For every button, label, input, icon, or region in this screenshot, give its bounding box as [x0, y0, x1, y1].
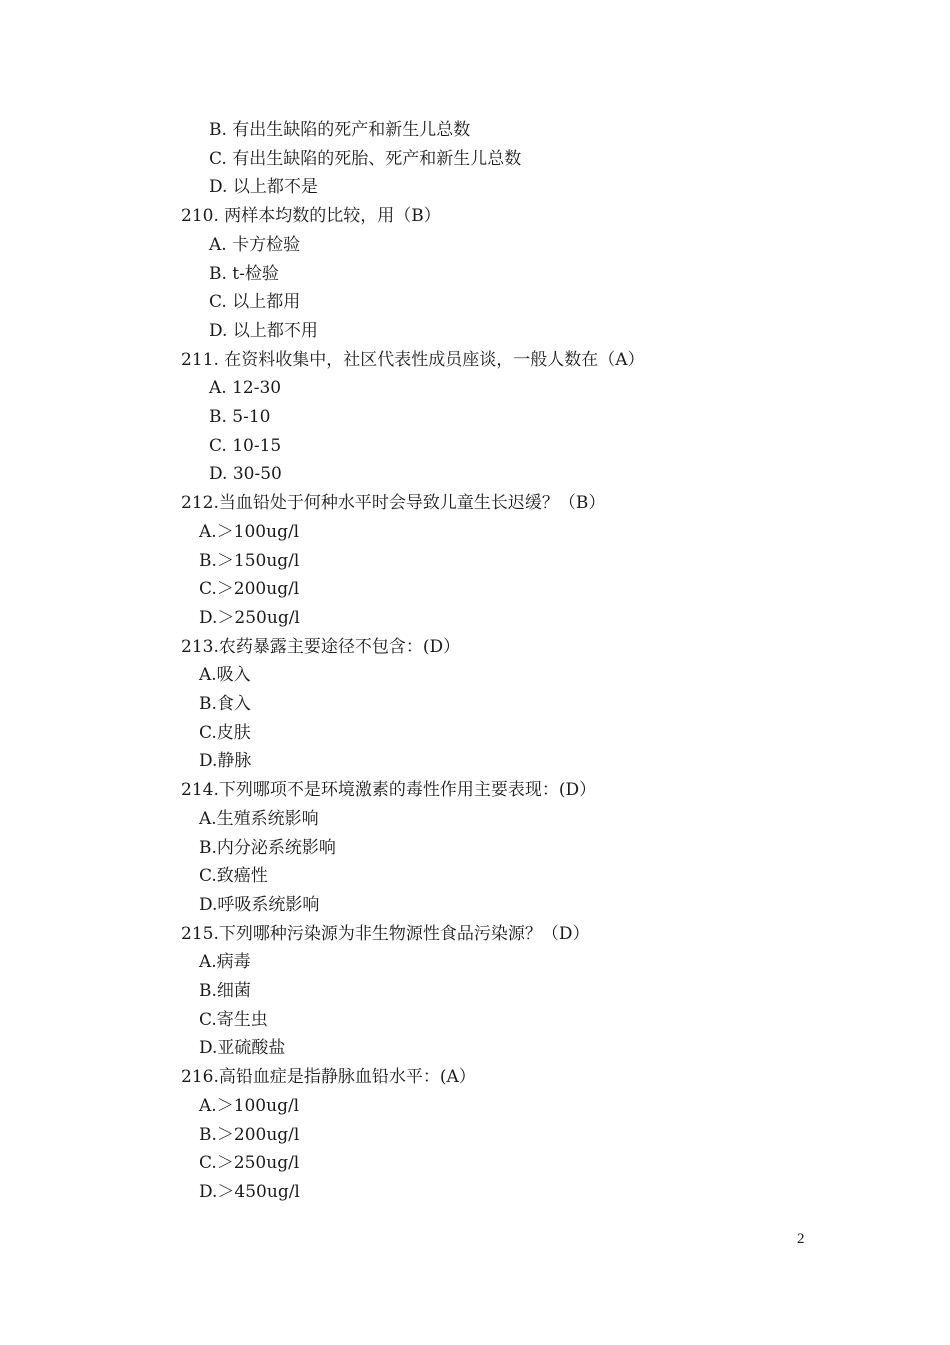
option-text: D.呼吸系统影响 — [199, 894, 320, 915]
option-text: D.亚硫酸盐 — [199, 1038, 286, 1059]
option-text: C.皮肤 — [199, 722, 251, 743]
option-text: C. 以上都用 — [209, 292, 301, 313]
option-text: A.＞100ug/l — [199, 1095, 300, 1116]
option-text: A.生殖系统影响 — [199, 808, 319, 829]
option-text: C. 有出生缺陷的死胎、死产和新生儿总数 — [209, 148, 522, 169]
question-text: 211. 在资料收集中，社区代表性成员座谈，一般人数在（A） — [181, 349, 645, 370]
option-text: D.＞450ug/l — [199, 1181, 300, 1202]
question-text: 216.高铅血症是指静脉血铅水平：(A） — [181, 1067, 476, 1088]
option-text: B. t-检验 — [209, 263, 279, 284]
option-text: B. 5-10 — [209, 407, 271, 427]
question-text: 212.当血铅处于何种水平时会导致儿童生长迟缓？（B） — [181, 493, 606, 514]
option-text: A.病毒 — [199, 952, 251, 973]
question-text: 214.下列哪项不是环境激素的毒性作用主要表现：(D） — [181, 780, 597, 801]
option-text: D.静脉 — [199, 751, 252, 772]
question-text: 213.农药暴露主要途径不包含：(D） — [181, 636, 461, 657]
option-text: B.＞200ug/l — [199, 1124, 300, 1145]
option-text: D. 以上都不是 — [209, 177, 318, 198]
option-text: B.食入 — [199, 694, 251, 714]
page-number: 2 — [797, 1231, 805, 1247]
option-text: B.内分泌系统影响 — [199, 837, 336, 858]
option-text: A.＞100ug/l — [199, 521, 300, 542]
question-text: 210. 两样本均数的比较，用（B） — [181, 206, 441, 227]
option-text: B. 有出生缺陷的死产和新生儿总数 — [209, 120, 471, 140]
option-text: B.细菌 — [199, 981, 251, 1001]
option-text: C.＞200ug/l — [199, 579, 300, 600]
option-text: A. 卡方检验 — [209, 234, 301, 255]
option-text: D. 30-50 — [209, 464, 282, 485]
option-text: C. 10-15 — [209, 435, 282, 456]
option-text: D. 以上都不用 — [209, 320, 318, 341]
question-text: 215.下列哪种污染源为非生物源性食品污染源？（D） — [181, 923, 590, 944]
option-text: A. 12-30 — [209, 378, 282, 399]
option-text: B.＞150ug/l — [199, 550, 300, 571]
option-text: C.＞250ug/l — [199, 1153, 300, 1174]
option-text: D.＞250ug/l — [199, 607, 300, 628]
option-text: C.寄生虫 — [199, 1009, 268, 1030]
option-text: C.致癌性 — [199, 866, 268, 887]
option-text: A.吸入 — [199, 665, 251, 686]
